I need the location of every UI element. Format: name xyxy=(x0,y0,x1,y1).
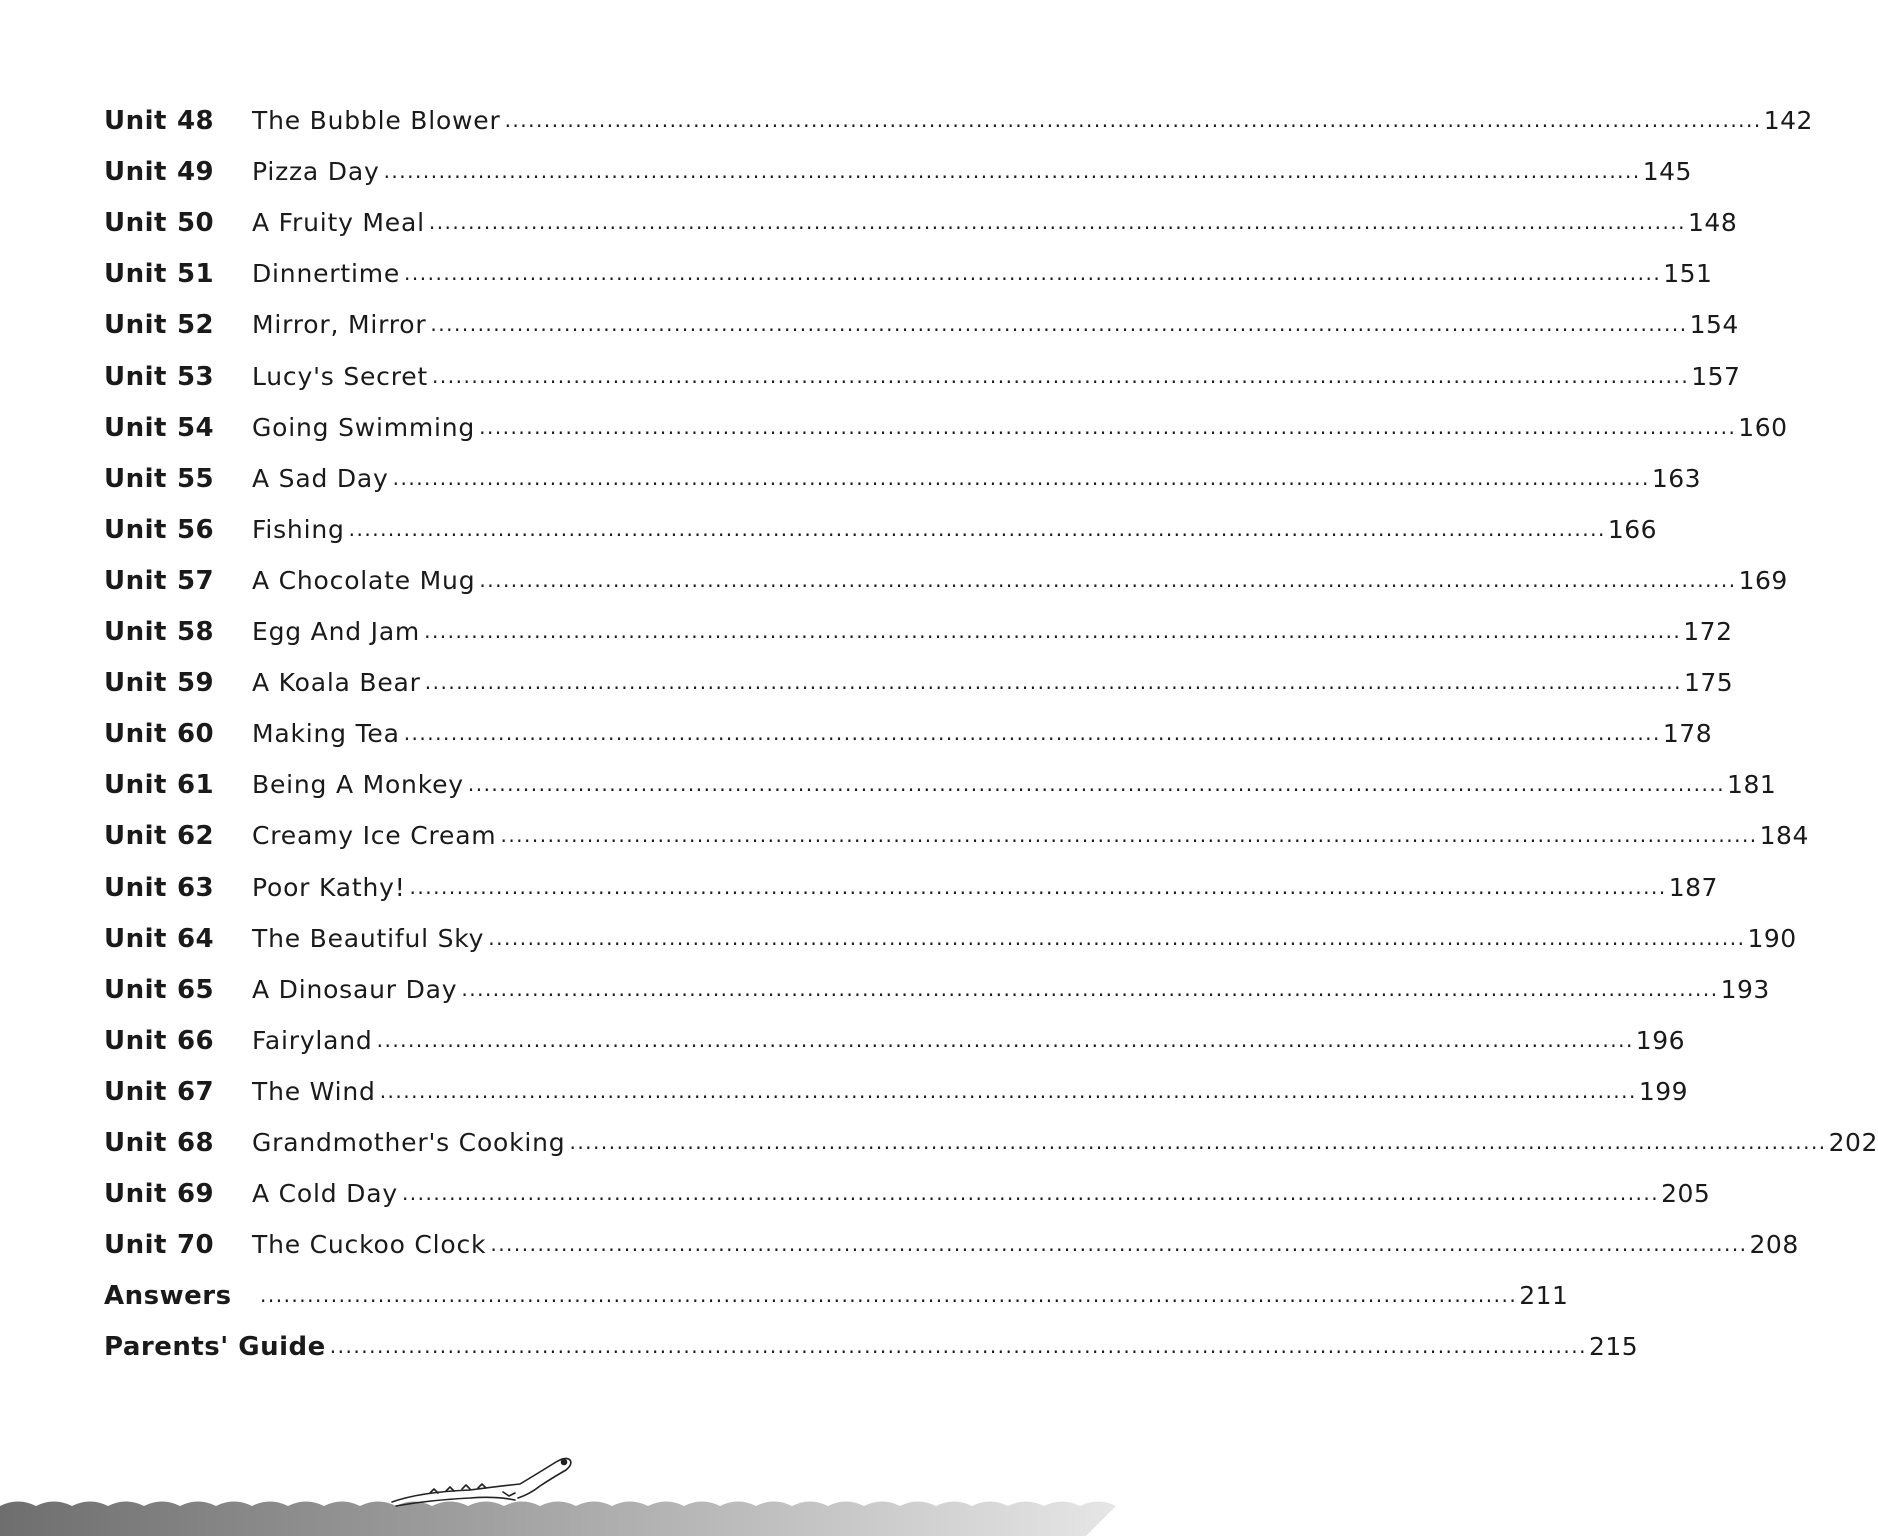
dot-leader: ................................................................................................................................................................ xyxy=(467,772,1726,797)
unit-label xyxy=(104,208,252,238)
page-number: 181 xyxy=(1727,770,1777,800)
unit-word: Unit xyxy=(104,208,167,239)
dot-leader: ................................................................................................................................................................ xyxy=(432,363,1690,388)
unit-label: Parents' Guide xyxy=(104,1332,326,1363)
unit-title: The Wind xyxy=(252,1076,376,1106)
toc-entry xyxy=(104,106,1813,146)
unit-word: Unit xyxy=(104,259,167,290)
unit-word: Unit xyxy=(104,514,167,545)
toc-entry xyxy=(104,1128,1878,1168)
toc-entry xyxy=(104,617,1733,657)
page-number: 187 xyxy=(1668,872,1718,902)
toc-entry xyxy=(104,974,1770,1015)
page-number: 202 xyxy=(1828,1128,1878,1157)
dot-leader: ................................................................................................................................................................ xyxy=(401,1181,1660,1206)
page-number: 145 xyxy=(1642,157,1692,187)
dot-leader: ................................................................................................................................................................ xyxy=(490,1232,1748,1257)
unit-number: 48 xyxy=(176,106,215,136)
unit-title: Mirror, Mirror xyxy=(252,310,427,340)
unit-label xyxy=(104,924,252,954)
unit-label xyxy=(104,464,252,494)
dot-leader: ................................................................................................................................................................ xyxy=(348,516,1606,541)
toc-entry-answers xyxy=(104,1281,1569,1321)
page-number: 172 xyxy=(1683,617,1733,646)
unit-label xyxy=(104,1077,252,1107)
unit-number: 67 xyxy=(176,1076,215,1107)
dot-leader: ................................................................................................................................................................ xyxy=(403,721,1661,746)
unit-label xyxy=(104,106,252,136)
page-number: 142 xyxy=(1763,106,1813,135)
toc-entry xyxy=(104,923,1797,964)
dot-leader: ................................................................................................................................................................ xyxy=(428,210,1687,235)
page-number: 166 xyxy=(1607,514,1658,544)
unit-number: 54 xyxy=(176,412,215,443)
unit-label xyxy=(104,413,252,443)
dot-leader: ................................................................................................................................................................ xyxy=(260,1283,1518,1308)
unit-word: Unit xyxy=(104,361,167,392)
unit-title: Poor Kathy! xyxy=(252,872,406,902)
unit-word: Unit xyxy=(104,923,167,954)
toc-entry xyxy=(104,310,1739,350)
unit-label xyxy=(104,1230,252,1260)
unit-word: Unit xyxy=(104,310,167,341)
unit-number: 59 xyxy=(176,668,215,699)
unit-number: 60 xyxy=(176,719,215,750)
unit-label xyxy=(104,259,252,289)
unit-title: Egg And Jam xyxy=(252,617,421,646)
unit-title: A Sad Day xyxy=(252,463,389,493)
unit-word: Unit xyxy=(104,719,167,750)
unit-title: Grandmother's Cooking xyxy=(252,1128,566,1157)
dot-leader: ................................................................................................................................................................ xyxy=(504,108,1762,132)
crocodile-icon xyxy=(392,1458,571,1506)
unit-label xyxy=(104,1128,252,1158)
unit-word: Unit xyxy=(104,1025,167,1056)
unit-word: Unit xyxy=(104,106,167,136)
unit-number: 62 xyxy=(176,821,215,852)
unit-label xyxy=(104,157,252,187)
page-number: 215 xyxy=(1588,1332,1639,1362)
toc-entry xyxy=(104,565,1788,606)
unit-number: 63 xyxy=(176,872,215,903)
unit-number: 55 xyxy=(176,463,215,494)
dot-leader: ................................................................................................................................................................ xyxy=(479,567,1737,592)
unit-title: Fishing xyxy=(252,514,345,544)
unit-title: Creamy Ice Cream xyxy=(252,821,497,851)
dot-leader: ................................................................................................................................................................ xyxy=(376,1027,1634,1052)
unit-title: A Fruity Meal xyxy=(252,208,425,238)
unit-word: Unit xyxy=(104,1230,167,1261)
unit-word: Unit xyxy=(104,1179,167,1210)
toc-entry xyxy=(104,514,1658,555)
page-number: 163 xyxy=(1651,463,1702,493)
unit-number: 69 xyxy=(176,1179,215,1210)
toc-entry xyxy=(104,361,1741,402)
unit-label xyxy=(104,1179,252,1209)
unit-label: Answers xyxy=(104,1281,232,1312)
toc-entry xyxy=(104,719,1713,759)
toc-entry xyxy=(104,259,1713,299)
unit-number: 66 xyxy=(176,1025,215,1056)
unit-word: Unit xyxy=(104,1076,167,1107)
toc-entry xyxy=(104,872,1718,913)
unit-word: Unit xyxy=(104,974,167,1005)
unit-label xyxy=(104,310,252,340)
unit-title: Going Swimming xyxy=(252,412,476,442)
dot-leader: ................................................................................................................................................................ xyxy=(329,1334,1587,1359)
unit-title: The Bubble Blower xyxy=(252,106,501,135)
unit-number: 56 xyxy=(176,514,215,545)
unit-label xyxy=(104,1026,252,1056)
toc-entry xyxy=(104,412,1788,453)
unit-word: Unit xyxy=(104,617,167,647)
unit-label xyxy=(104,515,252,545)
dot-leader: ................................................................................................................................................................ xyxy=(424,670,1682,695)
unit-title: A Chocolate Mug xyxy=(252,565,476,595)
page-number: 154 xyxy=(1689,310,1739,340)
unit-number: 58 xyxy=(176,617,215,647)
unit-label xyxy=(104,566,252,596)
toc-entry xyxy=(104,668,1734,708)
dot-leader: ................................................................................................................................................................ xyxy=(379,1078,1637,1103)
unit-number: 52 xyxy=(176,310,215,341)
unit-title: Making Tea xyxy=(252,719,400,749)
unit-title: Dinnertime xyxy=(252,259,401,289)
unit-title: The Beautiful Sky xyxy=(252,923,485,953)
page-number: 169 xyxy=(1738,565,1788,595)
toc-entry xyxy=(104,208,1738,248)
dot-leader: ................................................................................................................................................................ xyxy=(424,619,1682,643)
dot-leader: ................................................................................................................................................................ xyxy=(383,159,1641,184)
page-number: 160 xyxy=(1738,412,1788,442)
unit-label xyxy=(104,362,252,392)
dot-leader: ................................................................................................................................................................ xyxy=(392,465,1650,490)
dot-leader: ................................................................................................................................................................ xyxy=(409,874,1667,899)
unit-label xyxy=(104,668,252,698)
page-number: 184 xyxy=(1759,821,1809,851)
unit-word: Unit xyxy=(104,463,167,494)
page-number: 193 xyxy=(1720,974,1770,1004)
toc-entry xyxy=(104,463,1702,504)
dot-leader: ................................................................................................................................................................ xyxy=(430,312,1688,337)
page-number: 205 xyxy=(1661,1179,1711,1209)
page-number: 190 xyxy=(1747,923,1797,953)
unit-word: Unit xyxy=(104,770,167,801)
unit-title: Lucy's Secret xyxy=(252,361,429,391)
unit-word: Unit xyxy=(104,157,167,188)
unit-word: Unit xyxy=(104,412,167,443)
unit-label xyxy=(104,975,252,1005)
unit-number: 57 xyxy=(176,565,215,596)
toc-entry xyxy=(104,157,1692,197)
dot-leader: ................................................................................................................................................................ xyxy=(488,925,1746,950)
unit-word: Unit xyxy=(104,668,167,699)
page-number: 196 xyxy=(1635,1025,1686,1055)
unit-word: Unit xyxy=(104,565,167,596)
page-number: 151 xyxy=(1663,259,1713,289)
page-number: 208 xyxy=(1749,1230,1799,1260)
unit-word: Unit xyxy=(104,1128,167,1158)
unit-label xyxy=(104,821,252,851)
unit-label xyxy=(104,873,252,903)
unit-title: Being A Monkey xyxy=(252,770,464,800)
dot-leader: ................................................................................................................................................................ xyxy=(569,1130,1827,1154)
unit-number: 64 xyxy=(176,923,215,954)
page-number: 211 xyxy=(1519,1281,1569,1311)
unit-title: The Cuckoo Clock xyxy=(252,1230,487,1260)
unit-number: 49 xyxy=(176,157,215,188)
unit-number: 50 xyxy=(176,208,215,239)
unit-label xyxy=(104,719,252,749)
unit-number: 68 xyxy=(176,1128,215,1158)
page-number: 157 xyxy=(1691,361,1741,391)
toc-entry xyxy=(104,1025,1686,1066)
unit-title: Pizza Day xyxy=(252,157,380,187)
page-number: 148 xyxy=(1688,208,1738,238)
wave-footer xyxy=(0,1426,1086,1536)
toc-entry xyxy=(104,821,1809,861)
unit-number: 53 xyxy=(176,361,215,392)
dot-leader: ................................................................................................................................................................ xyxy=(479,414,1737,439)
unit-number: 65 xyxy=(176,974,215,1005)
page-number: 175 xyxy=(1683,668,1734,698)
page-number: 199 xyxy=(1638,1076,1689,1106)
page-number: 178 xyxy=(1662,719,1713,749)
dot-leader: ................................................................................................................................................................ xyxy=(500,823,1758,848)
unit-number: 70 xyxy=(176,1230,215,1261)
unit-title: Fairyland xyxy=(252,1025,373,1055)
unit-title: A Dinosaur Day xyxy=(252,974,458,1004)
unit-word: Unit xyxy=(104,872,167,903)
dot-leader: ................................................................................................................................................................ xyxy=(461,976,1719,1001)
unit-title: A Koala Bear xyxy=(252,668,421,698)
dot-leader: ................................................................................................................................................................ xyxy=(404,261,1662,286)
unit-label xyxy=(104,770,252,800)
toc-entry-parents-guide xyxy=(104,1332,1639,1372)
unit-label xyxy=(104,617,252,647)
unit-title: A Cold Day xyxy=(252,1179,398,1209)
unit-word: Unit xyxy=(104,821,167,852)
toc-entry xyxy=(104,1230,1799,1270)
toc-entry xyxy=(104,770,1777,810)
toc-entry xyxy=(104,1076,1689,1117)
wave-shape xyxy=(0,1502,1116,1536)
toc-entry xyxy=(104,1179,1711,1219)
unit-number: 51 xyxy=(176,259,215,290)
unit-number: 61 xyxy=(176,770,215,801)
